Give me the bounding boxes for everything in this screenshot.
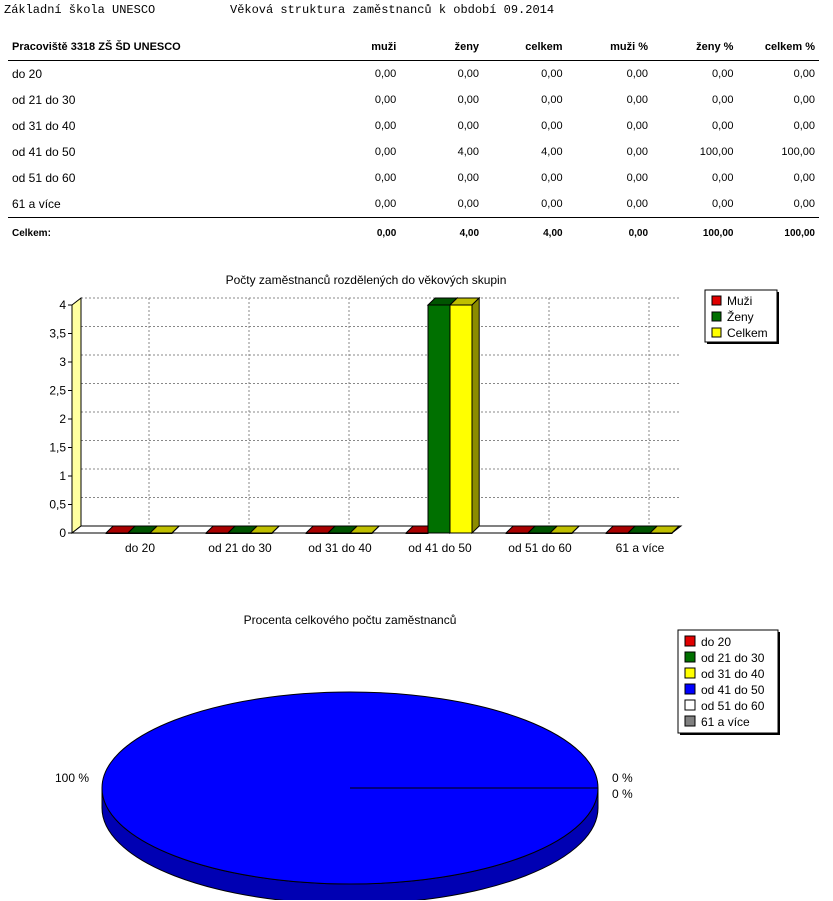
table-cell: 0,00 bbox=[541, 68, 563, 80]
column-header: celkem % bbox=[737, 34, 819, 61]
legend-label: od 21 do 30 bbox=[701, 651, 765, 665]
table-cell: 100,00 bbox=[652, 218, 737, 249]
table-cell: 0,00 bbox=[712, 94, 734, 106]
age-group-cell: od 41 do 50 bbox=[12, 145, 76, 159]
table-cell: 0,00 bbox=[457, 198, 480, 210]
legend-label: do 20 bbox=[701, 635, 732, 649]
bar bbox=[450, 305, 472, 533]
legend-label: Muži bbox=[727, 294, 753, 308]
table-cell: 0,00 bbox=[457, 68, 480, 80]
table-cell: 0,00 bbox=[626, 120, 649, 132]
legend-label: od 41 do 50 bbox=[701, 683, 765, 697]
bar-chart bbox=[0, 260, 833, 570]
bar bbox=[428, 305, 450, 533]
table-cell: 0,00 bbox=[712, 198, 734, 210]
table-cell: 0,00 bbox=[712, 120, 734, 132]
table-row bbox=[8, 61, 819, 88]
legend-label: 61 a více bbox=[701, 715, 750, 729]
table-cell: 0,00 bbox=[374, 198, 397, 210]
table-cell: 0,00 bbox=[541, 120, 563, 132]
legend-swatch bbox=[685, 700, 695, 710]
table-cell: 0,00 bbox=[626, 146, 649, 158]
table-cell: 4,00 bbox=[483, 218, 567, 249]
table-cell: 0,00 bbox=[374, 172, 397, 184]
school-name: Základní škola UNESCO bbox=[4, 3, 156, 17]
legend-label: od 31 do 40 bbox=[701, 667, 765, 681]
table-cell: 4,00 bbox=[457, 146, 480, 158]
column-header: muži % bbox=[567, 34, 652, 61]
table-cell: 0,00 bbox=[541, 198, 563, 210]
age-group-cell: od 51 do 60 bbox=[12, 171, 76, 185]
column-header: ženy % bbox=[652, 34, 737, 61]
legend-swatch bbox=[712, 296, 721, 305]
table-cell: 4,00 bbox=[541, 146, 563, 158]
table-cell: 0,00 bbox=[567, 218, 652, 249]
x-tick-label: od 41 do 50 bbox=[408, 541, 472, 555]
table-cell: 0,00 bbox=[626, 94, 649, 106]
column-header: Pracoviště 3318 ZŠ ŠD UNESCO bbox=[8, 34, 308, 61]
legend-swatch bbox=[685, 636, 695, 646]
x-tick-label: od 51 do 60 bbox=[508, 541, 572, 555]
table-row bbox=[8, 165, 819, 191]
column-header: ženy bbox=[400, 34, 483, 61]
y-tick-label: 1 bbox=[59, 469, 66, 483]
chart-title: Procenta celkového počtu zaměstnanců bbox=[243, 613, 457, 627]
table-header-row bbox=[8, 34, 819, 61]
left-wall bbox=[72, 298, 81, 533]
age-structure-table bbox=[8, 34, 819, 248]
table-row bbox=[8, 87, 819, 113]
total-row bbox=[8, 218, 819, 249]
table-cell: 100,00 bbox=[737, 218, 819, 249]
table-cell: 100,00 bbox=[781, 146, 815, 158]
table-cell: 0,00 bbox=[541, 172, 563, 184]
x-tick-label: od 21 do 30 bbox=[208, 541, 272, 555]
table-cell: 0,00 bbox=[793, 120, 815, 132]
legend-swatch bbox=[685, 652, 695, 662]
pie-label: 0 % bbox=[612, 787, 633, 801]
x-tick-label: do 20 bbox=[124, 541, 156, 555]
table-cell: 0,00 bbox=[541, 94, 563, 106]
table-cell: 0,00 bbox=[626, 198, 649, 210]
table-cell: 0,00 bbox=[374, 94, 397, 106]
table-cell: 0,00 bbox=[457, 172, 480, 184]
table-cell: 0,00 bbox=[308, 218, 400, 249]
table-cell: 0,00 bbox=[457, 120, 480, 132]
pie-label: 0 % bbox=[612, 771, 633, 785]
table-cell: 100,00 bbox=[699, 146, 734, 158]
legend-label: Celkem bbox=[727, 326, 768, 340]
bar-side bbox=[472, 298, 479, 533]
legend-label: od 51 do 60 bbox=[701, 699, 765, 713]
y-tick-label: 1,5 bbox=[49, 440, 66, 455]
x-tick-label: od 31 do 40 bbox=[308, 541, 372, 555]
pie-chart bbox=[0, 600, 833, 900]
y-tick-label: 2,5 bbox=[49, 383, 66, 398]
age-group-cell: do 20 bbox=[12, 67, 43, 81]
age-group-cell: 61 a více bbox=[12, 197, 61, 211]
legend-swatch bbox=[685, 668, 695, 678]
legend-swatch bbox=[712, 312, 721, 321]
table-cell: 0,00 bbox=[457, 94, 480, 106]
chart-title: Počty zaměstnanců rozdělených do věkových skupin bbox=[225, 273, 507, 287]
y-tick-label: 2 bbox=[59, 412, 66, 426]
legend-swatch bbox=[712, 328, 721, 337]
table-row bbox=[8, 191, 819, 218]
table-cell: 0,00 bbox=[712, 172, 734, 184]
pie-label: 100 % bbox=[55, 771, 90, 785]
table-cell: 0,00 bbox=[374, 146, 397, 158]
table-row bbox=[8, 139, 819, 165]
table-cell: 0,00 bbox=[374, 68, 397, 80]
table-cell: 4,00 bbox=[400, 218, 483, 249]
table-cell: 0,00 bbox=[374, 120, 397, 132]
age-group-cell: od 31 do 40 bbox=[12, 119, 76, 133]
table-row bbox=[8, 113, 819, 139]
x-tick-label: 61 a více bbox=[615, 541, 665, 555]
y-tick-label: 4 bbox=[59, 298, 66, 312]
table-cell: 0,00 bbox=[712, 68, 734, 80]
column-header: muži bbox=[308, 34, 400, 61]
total-label: Celkem: bbox=[8, 218, 308, 249]
table-cell: 0,00 bbox=[793, 68, 815, 80]
table-cell: 0,00 bbox=[626, 172, 649, 184]
table-cell: 0,00 bbox=[793, 94, 815, 106]
column-header: celkem bbox=[483, 34, 567, 61]
table-cell: 0,00 bbox=[793, 172, 815, 184]
report-title: Věková struktura zaměstnanců k období 09.2014 bbox=[230, 3, 555, 17]
y-tick-label: 0,5 bbox=[49, 497, 66, 512]
legend-swatch bbox=[685, 684, 695, 694]
legend-swatch bbox=[685, 716, 695, 726]
legend-label: Ženy bbox=[727, 310, 754, 324]
y-tick-label: 0 bbox=[59, 526, 66, 540]
age-group-cell: od 21 do 30 bbox=[12, 93, 76, 107]
table-cell: 0,00 bbox=[626, 68, 649, 80]
table-cell: 0,00 bbox=[793, 198, 815, 210]
y-tick-label: 3,5 bbox=[49, 326, 66, 341]
y-tick-label: 3 bbox=[59, 355, 66, 369]
